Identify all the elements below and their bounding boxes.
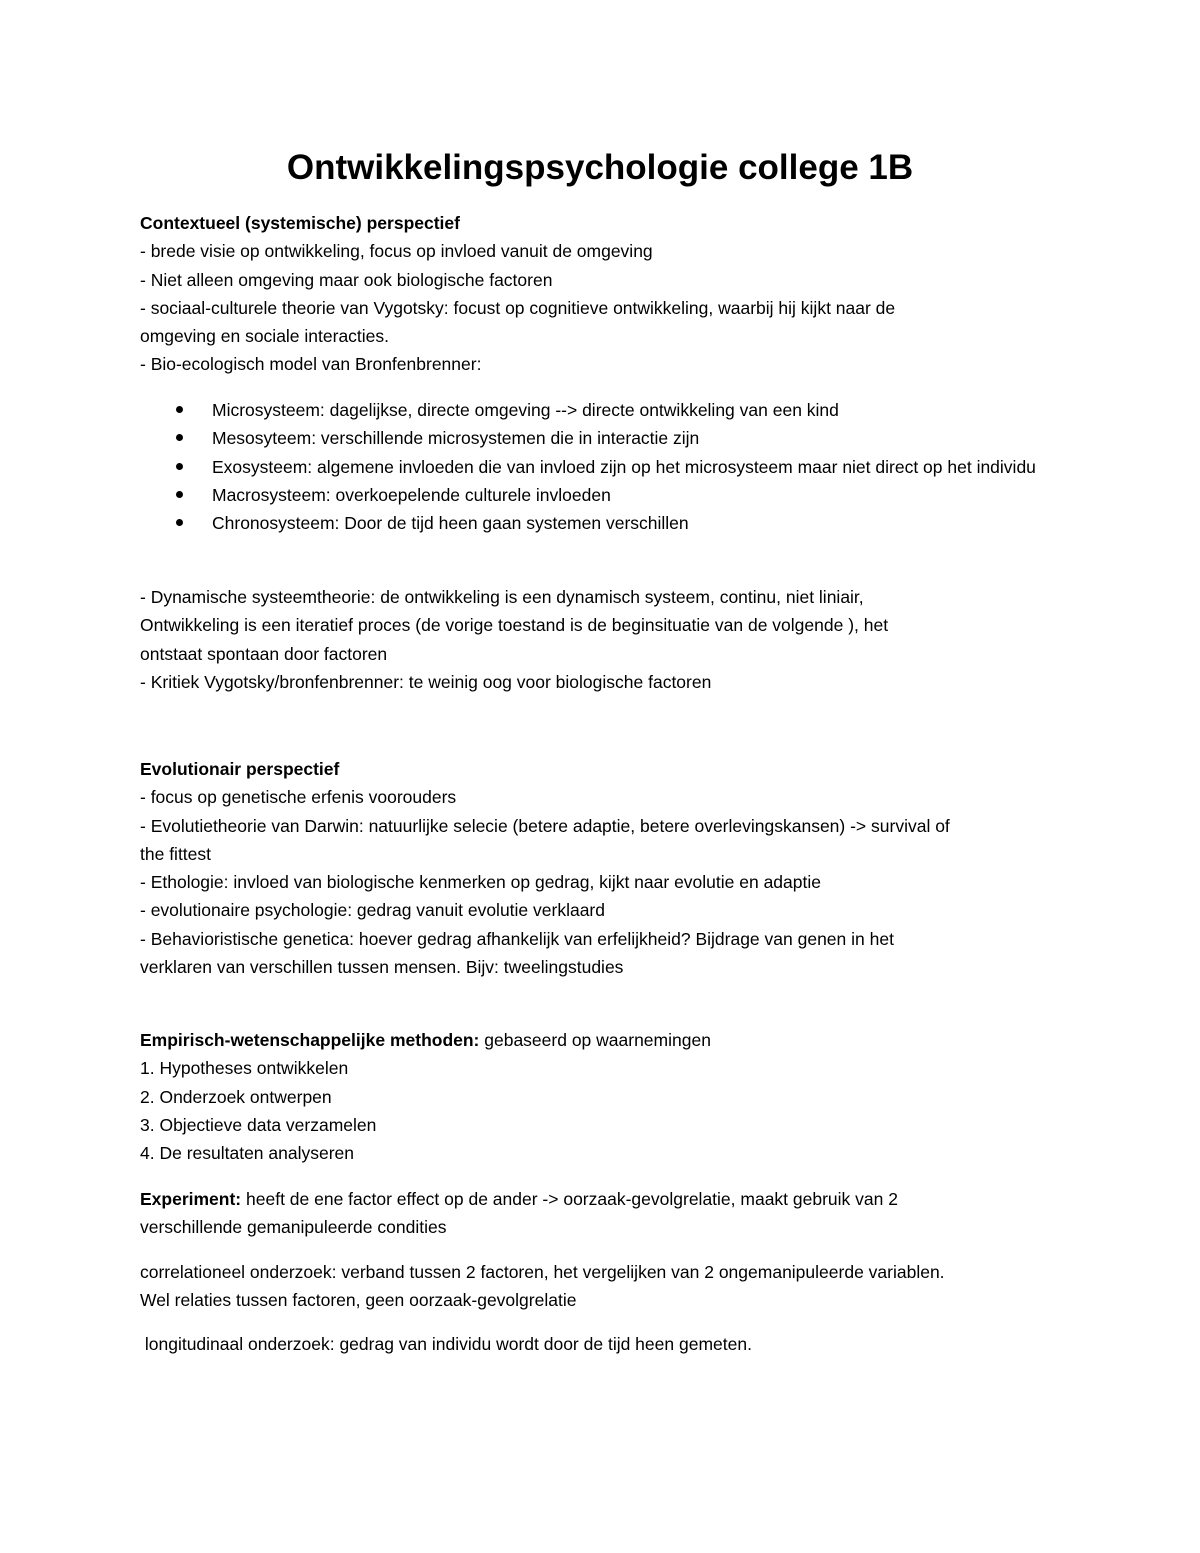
document-page [140,0,1080,1553]
text-line: - Evolutietheorie van Darwin: natuurlijke selecie (betere adaptie, betere overlevingskansen) -> survival of [140,815,950,836]
list-item-text: Macrosysteem: overkoepelende culturele invloeden [212,484,611,505]
list-item [140,481,1070,509]
text-line: - focus op genetische erfenis voorouders [140,787,457,808]
text-line: correlationeel onderzoek: verband tussen 2 factoren, het vergelijken van 2 ongemanipuleerde variablen. [140,1262,945,1282]
section-heading-line [140,1026,1070,1054]
text-line: ontstaat spontaan door factoren [140,643,388,664]
section-evolutionair [140,755,1070,981]
bullet-icon [176,406,183,413]
text-line: verschillende gemanipuleerde condities [140,1217,447,1238]
bullet-icon [176,434,183,441]
list-item [140,453,1070,481]
text-line: Wel relaties tussen factoren, geen oorzaak-gevolgrelatie [140,1290,577,1311]
section-heading: Empirisch-wetenschappelijke methoden: [140,1030,480,1050]
section-methoden [140,1026,1070,1167]
text-line: - brede visie op ontwikkeling, focus op invloed vanuit de omgeving [140,241,653,262]
text-line: longitudinaal onderzoek: gedrag van individu wordt door de tijd heen gemeten. [140,1334,752,1354]
text-line: verklaren van verschillen tussen mensen. Bijv: tweelingstudies [140,957,624,978]
bullet-icon [176,519,183,526]
section-contextueel [140,209,1070,379]
list-item-text: Mesosyteem: verschillende microsystemen die in interactie zijn [212,428,700,449]
text-line: - Niet alleen omgeving maar ook biologische factoren [140,269,553,290]
section-correlationeel [140,1258,1070,1315]
text-line: omgeving en sociale interacties. [140,326,390,347]
list-item-text: Chronosysteem: Door de tijd heen gaan systemen verschillen [212,513,689,534]
text-line: - Ethologie: invloed van biologische kenmerken op gedrag, kijkt naar evolutie en adaptie [140,872,821,893]
text-line: the fittest [140,843,212,864]
text-line: - sociaal-culturele theorie van Vygotsky: focust op cognitieve ontwikkeling, waarbij hij kijkt naar de [140,297,896,318]
bronfenbrenner-bullet-list [140,396,1070,537]
section-heading: Evolutionair perspectief [140,759,340,779]
bullet-icon [176,463,183,470]
section-longitudinaal [140,1330,1070,1358]
text-line: - Kritiek Vygotsky/bronfenbrenner: te weinig oog voor biologische factoren [140,671,712,692]
numbered-step: 2. Onderzoek ontwerpen [140,1086,332,1107]
numbered-step: 3. Objectieve data verzamelen [140,1114,377,1135]
text-line: - Bio-ecologisch model van Bronfenbrenner: [140,354,482,375]
experiment-line [140,1185,1070,1213]
section-experiment [140,1185,1070,1242]
numbered-step: 4. De resultaten analyseren [140,1143,355,1164]
bullet-icon [176,491,183,498]
text-line: - Dynamische systeemtheorie: de ontwikkeling is een dynamisch systeem, continu, niet liniair, [140,587,864,607]
text-line: - evolutionaire psychologie: gedrag vanuit evolutie verklaard [140,900,605,921]
text-line: Ontwikkeling is een iteratief proces (de vorige toestand is de beginsituatie van de volgende ), het [140,615,889,636]
list-item [140,509,1070,537]
list-item [140,396,1070,424]
list-item-text: Microsysteem: dagelijkse, directe omgeving --> directe ontwikkeling van een kind [212,400,839,420]
document-title: Ontwikkelingspsychologie college 1B [286,148,914,187]
experiment-text: heeft de ene factor effect op de ander -> oorzaak-gevolgrelatie, maakt gebruik van 2 [241,1189,898,1209]
section-heading: Contextueel (systemische) perspectief [140,213,460,233]
list-item-text: Exosysteem: algemene invloeden die van invloed zijn op het microsysteem maar niet direct op het individu [212,456,1036,477]
section-heading-rest: gebaseerd op waarnemingen [479,1030,711,1050]
list-item [140,424,1070,452]
numbered-step: 1. Hypotheses ontwikkelen [140,1058,349,1079]
section-contextueel-vervolg [140,583,1070,696]
experiment-label: Experiment: [140,1189,242,1209]
text-line: - Behavioristische genetica: hoever gedrag afhankelijk van erfelijkheid? Bijdrage van genen in het [140,928,894,949]
